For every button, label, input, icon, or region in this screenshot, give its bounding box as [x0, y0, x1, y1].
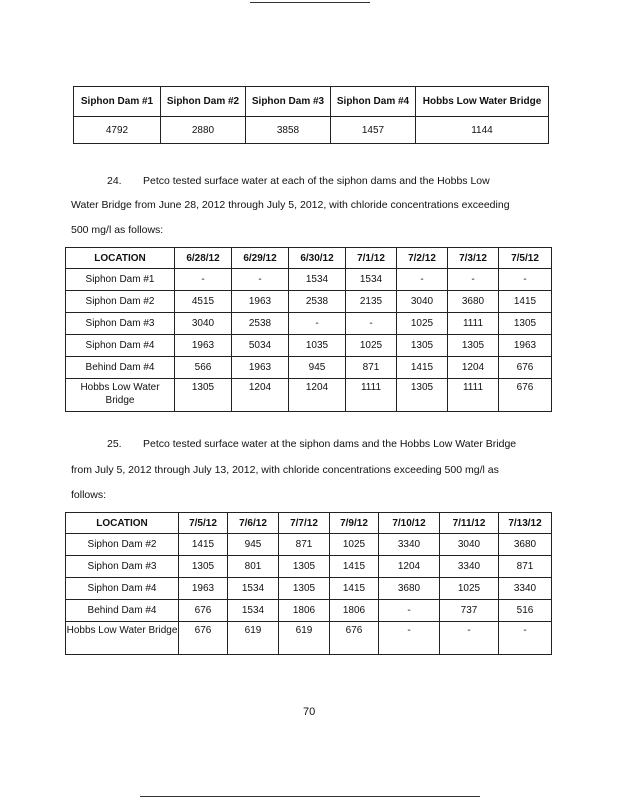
table-header-cell: Siphon Dam #1	[74, 87, 161, 117]
paragraph-line: follows:	[71, 489, 107, 501]
table-cell: 2538	[289, 291, 346, 313]
table-cell: 1025	[397, 313, 448, 335]
table-cell: 1963	[179, 578, 228, 600]
location-cell: Siphon Dam #4	[66, 578, 179, 600]
table-cell: 3680	[499, 534, 552, 556]
table-cell: 676	[330, 622, 379, 655]
table-cell: 676	[179, 622, 228, 655]
table-row	[66, 269, 552, 291]
table-cell: -	[379, 622, 440, 655]
table-cell: 1963	[232, 291, 289, 313]
location-cell: Siphon Dam #3	[66, 313, 175, 335]
table-header-cell: 7/6/12	[228, 513, 279, 534]
table-cell: 2880	[161, 117, 246, 144]
table-cell: 1305	[279, 556, 330, 578]
table-cell: 1305	[397, 379, 448, 412]
table-cell: 871	[346, 357, 397, 379]
table-header-cell: 7/3/12	[448, 248, 499, 269]
table-cell: 871	[499, 556, 552, 578]
table-cell: 1111	[346, 379, 397, 412]
table-header-row	[66, 513, 552, 534]
table-cell: 1534	[346, 269, 397, 291]
paragraph-line: Petco tested surface water at the siphon dams and the Hobbs Low Water Bridge	[143, 438, 517, 450]
table-cell: -	[440, 622, 499, 655]
table-cell: 1035	[289, 335, 346, 357]
table-cell: 1305	[175, 379, 232, 412]
table-cell: 1534	[228, 600, 279, 622]
table-cell: 1305	[397, 335, 448, 357]
table-cell: 1305	[499, 313, 552, 335]
table-cell: 4515	[175, 291, 232, 313]
paragraph-line: Water Bridge from June 28, 2012 through July 5, 2012, with chloride concentrations exceeding	[71, 199, 510, 211]
table-cell: 1415	[397, 357, 448, 379]
table-cell: -	[448, 269, 499, 291]
table-cell: 1144	[416, 117, 549, 144]
table-cell: 1204	[379, 556, 440, 578]
table-cell: 1806	[279, 600, 330, 622]
table-header-cell: LOCATION	[66, 513, 179, 534]
table-cell: 1963	[499, 335, 552, 357]
table-header-cell: 7/13/12	[499, 513, 552, 534]
table-cell: -	[346, 313, 397, 335]
table-cell: 1806	[330, 600, 379, 622]
table-cell: 801	[228, 556, 279, 578]
table-cell: -	[175, 269, 232, 291]
table-cell: 619	[228, 622, 279, 655]
table-header-cell: Siphon Dam #3	[246, 87, 331, 117]
table-cell: 1204	[289, 379, 346, 412]
table-cell: 1111	[448, 379, 499, 412]
siphon-dam-summary-table	[73, 86, 549, 144]
table-cell: -	[289, 313, 346, 335]
top-scan-edge	[250, 2, 370, 3]
location-cell: Siphon Dam #4	[66, 335, 175, 357]
table-row	[66, 379, 552, 412]
table-header-row	[66, 248, 552, 269]
table-cell: -	[499, 622, 552, 655]
table-cell: 1204	[232, 379, 289, 412]
table-row	[66, 556, 552, 578]
table-cell: 945	[289, 357, 346, 379]
location-cell: Siphon Dam #2	[66, 291, 175, 313]
table-cell: 3858	[246, 117, 331, 144]
table-cell: 566	[175, 357, 232, 379]
table-cell: 3040	[440, 534, 499, 556]
table-cell: 1415	[499, 291, 552, 313]
location-cell: Behind Dam #4	[66, 600, 179, 622]
table-header-cell: 7/5/12	[179, 513, 228, 534]
table-cell: 2135	[346, 291, 397, 313]
table-row	[66, 313, 552, 335]
table-header-cell: 7/7/12	[279, 513, 330, 534]
table-cell: -	[232, 269, 289, 291]
table-header-cell: 6/30/12	[289, 248, 346, 269]
table-cell: 945	[228, 534, 279, 556]
table-cell: 2538	[232, 313, 289, 335]
table-row	[74, 117, 549, 144]
table-cell: -	[397, 269, 448, 291]
table-header-cell: 6/28/12	[175, 248, 232, 269]
bottom-scan-edge	[140, 796, 480, 797]
table-header-cell: Siphon Dam #2	[161, 87, 246, 117]
table-cell: 1305	[179, 556, 228, 578]
location-cell: Hobbs Low Water Bridge	[66, 622, 179, 655]
table-header-cell: LOCATION	[66, 248, 175, 269]
location-cell: Siphon Dam #1	[66, 269, 175, 291]
table-cell: 3680	[379, 578, 440, 600]
table-header-cell: 7/11/12	[440, 513, 499, 534]
table-cell: 1305	[448, 335, 499, 357]
table-cell: 3340	[499, 578, 552, 600]
table-cell: 5034	[232, 335, 289, 357]
table-cell: 1415	[179, 534, 228, 556]
table-cell: 3340	[440, 556, 499, 578]
table-cell: -	[379, 600, 440, 622]
table-cell: 1534	[228, 578, 279, 600]
table-row	[66, 335, 552, 357]
table-cell: 516	[499, 600, 552, 622]
table-cell: 1963	[232, 357, 289, 379]
table-cell: 1415	[330, 556, 379, 578]
table-cell: 737	[440, 600, 499, 622]
table-cell: 871	[279, 534, 330, 556]
table-cell: 619	[279, 622, 330, 655]
paragraph-line: 500 mg/l as follows:	[71, 224, 164, 236]
page-number: 70	[303, 706, 316, 718]
table-row	[66, 291, 552, 313]
location-cell: Behind Dam #4	[66, 357, 175, 379]
table-cell: 3340	[379, 534, 440, 556]
table-cell: 1025	[440, 578, 499, 600]
paragraph-line: from July 5, 2012 through July 13, 2012, with chloride concentrations exceeding 500 mg/l as	[71, 464, 499, 476]
table-cell: -	[499, 269, 552, 291]
table-cell: 1457	[331, 117, 416, 144]
table-row	[66, 534, 552, 556]
table-header-row	[74, 87, 549, 117]
table-cell: 676	[179, 600, 228, 622]
location-cell: Hobbs Low Water Bridge	[66, 379, 175, 412]
table-cell: 676	[499, 379, 552, 412]
chloride-june-july-table	[65, 247, 552, 412]
table-cell: 1415	[330, 578, 379, 600]
table-header-cell: Hobbs Low Water Bridge	[416, 87, 549, 117]
table-header-cell: 7/5/12	[499, 248, 552, 269]
table-row	[66, 600, 552, 622]
table-row	[66, 622, 552, 655]
table-cell: 3680	[448, 291, 499, 313]
table-header-cell: 7/1/12	[346, 248, 397, 269]
table-cell: 3040	[175, 313, 232, 335]
table-cell: 1204	[448, 357, 499, 379]
table-cell: 1534	[289, 269, 346, 291]
table-row	[66, 578, 552, 600]
table-cell: 4792	[74, 117, 161, 144]
table-header-cell: Siphon Dam #4	[331, 87, 416, 117]
table-row	[66, 357, 552, 379]
location-cell: Siphon Dam #2	[66, 534, 179, 556]
paragraph-number: 25.	[107, 438, 122, 450]
table-header-cell: 6/29/12	[232, 248, 289, 269]
table-cell: 1305	[279, 578, 330, 600]
chloride-july-table	[65, 512, 552, 655]
table-header-cell: 7/10/12	[379, 513, 440, 534]
paragraph-number: 24.	[107, 175, 122, 187]
table-header-cell: 7/2/12	[397, 248, 448, 269]
table-cell: 1025	[346, 335, 397, 357]
table-header-cell: 7/9/12	[330, 513, 379, 534]
table-cell: 3040	[397, 291, 448, 313]
table-cell: 1111	[448, 313, 499, 335]
table-cell: 676	[499, 357, 552, 379]
location-cell: Siphon Dam #3	[66, 556, 179, 578]
table-cell: 1963	[175, 335, 232, 357]
paragraph-line: Petco tested surface water at each of the siphon dams and the Hobbs Low	[143, 175, 490, 187]
table-cell: 1025	[330, 534, 379, 556]
